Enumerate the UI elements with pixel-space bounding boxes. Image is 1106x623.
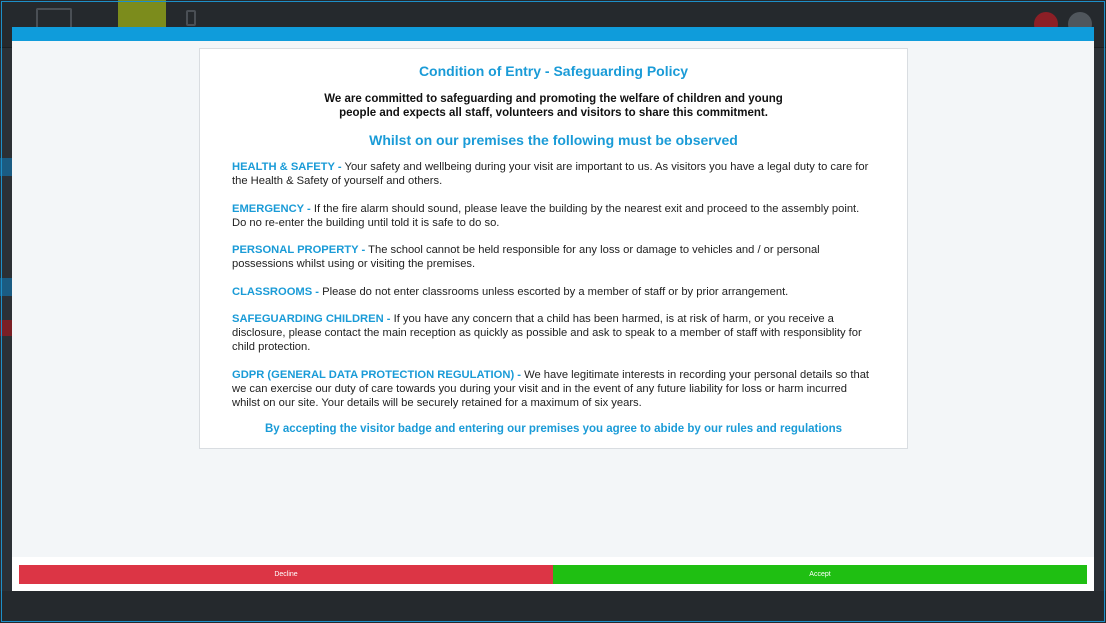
rule-personal-property: [232, 243, 875, 271]
rule-gdpr: [232, 368, 875, 410]
app-bottom-bar: [0, 591, 1106, 623]
rule-text: If you have any concern that a child has been harmed, is at risk of harm, or you receive a disclosure, please contact the main reception as quickly as possible and ask to speak to a member of staff with responsiblity for child protection.: [232, 313, 862, 353]
policy-title: Condition of Entry - Safeguarding Policy: [418, 63, 689, 79]
rule-text: If the fire alarm should sound, please leave the building by the nearest exit and proceed to the assembly point. Do no re-enter the building until told it is safe to do so.: [232, 202, 860, 229]
rule-label: EMERGENCY -: [232, 202, 311, 215]
rule-label: GDPR (GENERAL DATA PROTECTION REGULATION) -: [232, 368, 521, 381]
device-icon: [186, 10, 196, 26]
safeguarding-policy-modal: [12, 27, 1094, 591]
rule-text: Your safety and wellbeing during your visit are important to us. As visitors you have a legal duty to care for the Health & Safety of yourself and others.: [232, 161, 869, 187]
rule-emergency: [232, 202, 875, 230]
modal-header-bar: [12, 27, 1094, 41]
sidebar-marker: [0, 158, 12, 176]
rule-label: PERSONAL PROPERTY -: [232, 244, 366, 256]
rule-text: The school cannot be held responsible for any loss or damage to vehicles and / or personal possessions whilst using or visiting the premises.: [232, 244, 820, 270]
policy-agreement-note: By accepting the visitor badge and entering our premises you agree to abide by our rules and regulations: [264, 423, 843, 435]
rule-label: HEALTH & SAFETY -: [232, 161, 342, 173]
rule-safeguarding-children: [232, 312, 875, 354]
sidebar-marker: [0, 278, 12, 296]
accept-button[interactable]: Accept: [553, 565, 1087, 584]
policy-intro: We are committed to safeguarding and promoting the welfare of children and young people and expects all staff, volunteers and visitors to share this commitment.: [324, 93, 783, 119]
modal-action-bar: [12, 557, 1094, 591]
rule-label: SAFEGUARDING CHILDREN -: [232, 313, 391, 325]
rule-classrooms: [232, 285, 875, 299]
rule-label: CLASSROOMS -: [232, 285, 320, 298]
rule-text: Please do not enter classrooms unless escorted by a member of staff or by prior arrangement.: [319, 285, 789, 298]
decline-button[interactable]: Decline: [19, 565, 553, 584]
rule-health-safety: [232, 160, 875, 188]
policy-card: [199, 48, 908, 449]
highlighted-nav-tab: [118, 0, 166, 28]
sidebar-marker: [0, 320, 12, 336]
policy-subheading: Whilst on our premises the following must be observed: [369, 132, 738, 148]
rule-text: We have legitimate interests in recording your personal details so that we can exercise our duty of care towards you during your visit and in the event of any future liability for loss or harm incurred whilst on our site. Your details will be securely retained for a maximum of six years.: [232, 368, 870, 409]
